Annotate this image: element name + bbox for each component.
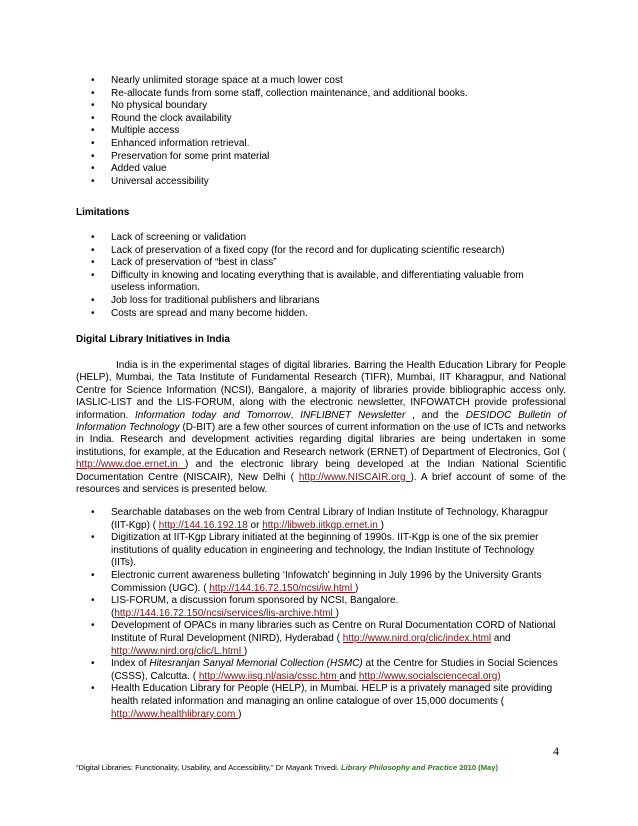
niscair-link[interactable]: http://www.NISCAIR.org bbox=[298, 471, 411, 483]
iitkgp-libweb-link[interactable]: http://libweb.iitkgp.ernet.in bbox=[262, 519, 381, 531]
list-item: • Costs are spread and many become hidden. bbox=[91, 307, 308, 319]
list-item: • Preservation for some print material bbox=[91, 150, 270, 162]
list-item: • Lack of screening or validation bbox=[91, 232, 247, 243]
list-item: • Lack of preservation of “best in class” bbox=[91, 257, 277, 269]
list-item: • Added value bbox=[91, 163, 167, 175]
list-item: • Round the clock availability bbox=[91, 112, 232, 124]
list-item: • Health Education Library for People (HELP), in Mumbai. HELP is a privately managed site providing health related information and managing an online catalogue of over 15,000 documents ( http://www.healthlibrary.com ) bbox=[91, 683, 553, 720]
list-item: • Index of Hitesranjan Sanyal Memorial Collection (HSMC) at the Centre for Studies in Social Sciences (CSSS), Calcutta. ( http://www.iisg.nl/asia/cssc.htm and http://www.socialsciencecal.org) bbox=[91, 658, 558, 682]
list-item: • Difficulty in knowing and locating everything that is available, and differentiating valuable from useless information. bbox=[91, 269, 524, 294]
list-item: • Development of OPACs in many libraries such as Centre on Rural Documentation CORD of National Institute of Rural Development (NIRD), Hyderabad ( http://www.nird.org/clic/index.html and http://www.nird.org/clic/L.html ) bbox=[91, 620, 556, 657]
list-item: • Enhanced information retrieval. bbox=[91, 137, 250, 149]
healthlibrary-link[interactable]: http://www.healthlibrary.com bbox=[111, 708, 239, 720]
lis-archive-link[interactable]: http://144.16.72.150/ncsi/services/lis-archive.html bbox=[114, 607, 336, 619]
list-item: • Lack of preservation of a fixed copy (for the record and for duplicating scientific research) bbox=[91, 244, 505, 256]
list-item: • Searchable databases on the web from Central Library of Indian Institute of Technology, Kharagpur (IIT-Kgp) ( http://144.16.192.18 or http://libweb.iitkgp.ernet.in ) bbox=[91, 507, 549, 531]
list-item: • Electronic current awareness bulleting ‘Infowatch' beginning in July 1996 by the University Grants Commission (UGC). ( http://144.16.72.150/ncsi/iw.html ) bbox=[91, 569, 542, 594]
infowatch-link[interactable]: http://144.16.72.150/ncsi/iw.html bbox=[209, 582, 355, 594]
page-number: 4 bbox=[553, 744, 559, 758]
list-item: • Job loss for traditional publishers and librarians bbox=[91, 294, 320, 306]
initiatives-list bbox=[76, 507, 562, 721]
iitkgp-ip-link[interactable]: http://144.16.192.18 bbox=[158, 519, 248, 531]
intro-paragraph: India is in the experimental stages of digital libraries. Barring the Health Education Library for People (HELP), Mumbai, the Tata Institute of Fundamental Research (TIFR), Mumbai, IIT Kharagpur, and National Centre for Science Information (NCSI), Bangalore, a majority of libraries provide bibliographic access only. IASLIC-LIST and the LIS-FORUM, along with the electronic newsletter, INFOWATCH provide professional information. Information today and Tomorrow, INFLIBNET Newsletter , and the DESIDOC Bulletin of Information Technology (D-BIT) are a few other sources of current information on the use of ICTs and networks in India. Research and development activities regarding digital libraries are being undertaken in some institutions, for example, at the Education and Research network (ERNET) of Department of Electronics, GoI ( http://www.doe.ernet.in ) and the electronic library being developed at the Indian National Scientific Documentation Centre (NISCAIR), New Delhi ( http://www.NISCAIR.org ). A brief account of some of the resources and services is presented below. bbox=[76, 360, 567, 496]
benefits-list bbox=[76, 75, 576, 188]
list-item: • Nearly unlimited storage space at a much lower cost bbox=[91, 75, 343, 86]
socialsciencecal-link[interactable]: http://www.socialsciencecal.org) bbox=[358, 670, 501, 682]
list-item: • Universal accessibility bbox=[91, 175, 209, 187]
list-item: • No physical boundary bbox=[91, 100, 208, 112]
list-item: • LIS-FORUM, a discussion forum sponsored by NCSI, Bangalore. (http://144.16.72.150/ncsi/services/lis-archive.html ) bbox=[91, 595, 399, 619]
list-item: • Multiple access bbox=[91, 125, 180, 137]
nird-index-link[interactable]: http://www.nird.org/clic/index.html bbox=[342, 632, 492, 644]
initiatives-heading: Digital Library Initiatives in India bbox=[76, 334, 230, 345]
list-item: • Re-allocate funds from some staff, collection maintenance, and additional books. bbox=[91, 87, 468, 99]
page-footer: “Digital Libraries: Functionality, Usability, and Accessibility,” Dr Mayank Trivedi. Library Philosophy and Practice 2010 (May) bbox=[76, 763, 499, 772]
nird-l-link[interactable]: http://www.nird.org/clic/L.html bbox=[111, 645, 244, 657]
list-item: • Digitization at IIT-Kgp Library initiated at the beginning of 1990s. IIT-Kgp is one of the six premier institutions of quality education in engineering and technology, the Indian Institute of Technology (IITs). bbox=[91, 532, 539, 569]
limitations-heading: Limitations bbox=[76, 207, 130, 218]
limitations-list bbox=[76, 232, 556, 320]
iisg-link[interactable]: http://www.iisg.nl/asia/cssc.htm bbox=[198, 670, 340, 682]
doe-ernet-link[interactable]: http://www.doe.ernet.in bbox=[76, 459, 186, 471]
